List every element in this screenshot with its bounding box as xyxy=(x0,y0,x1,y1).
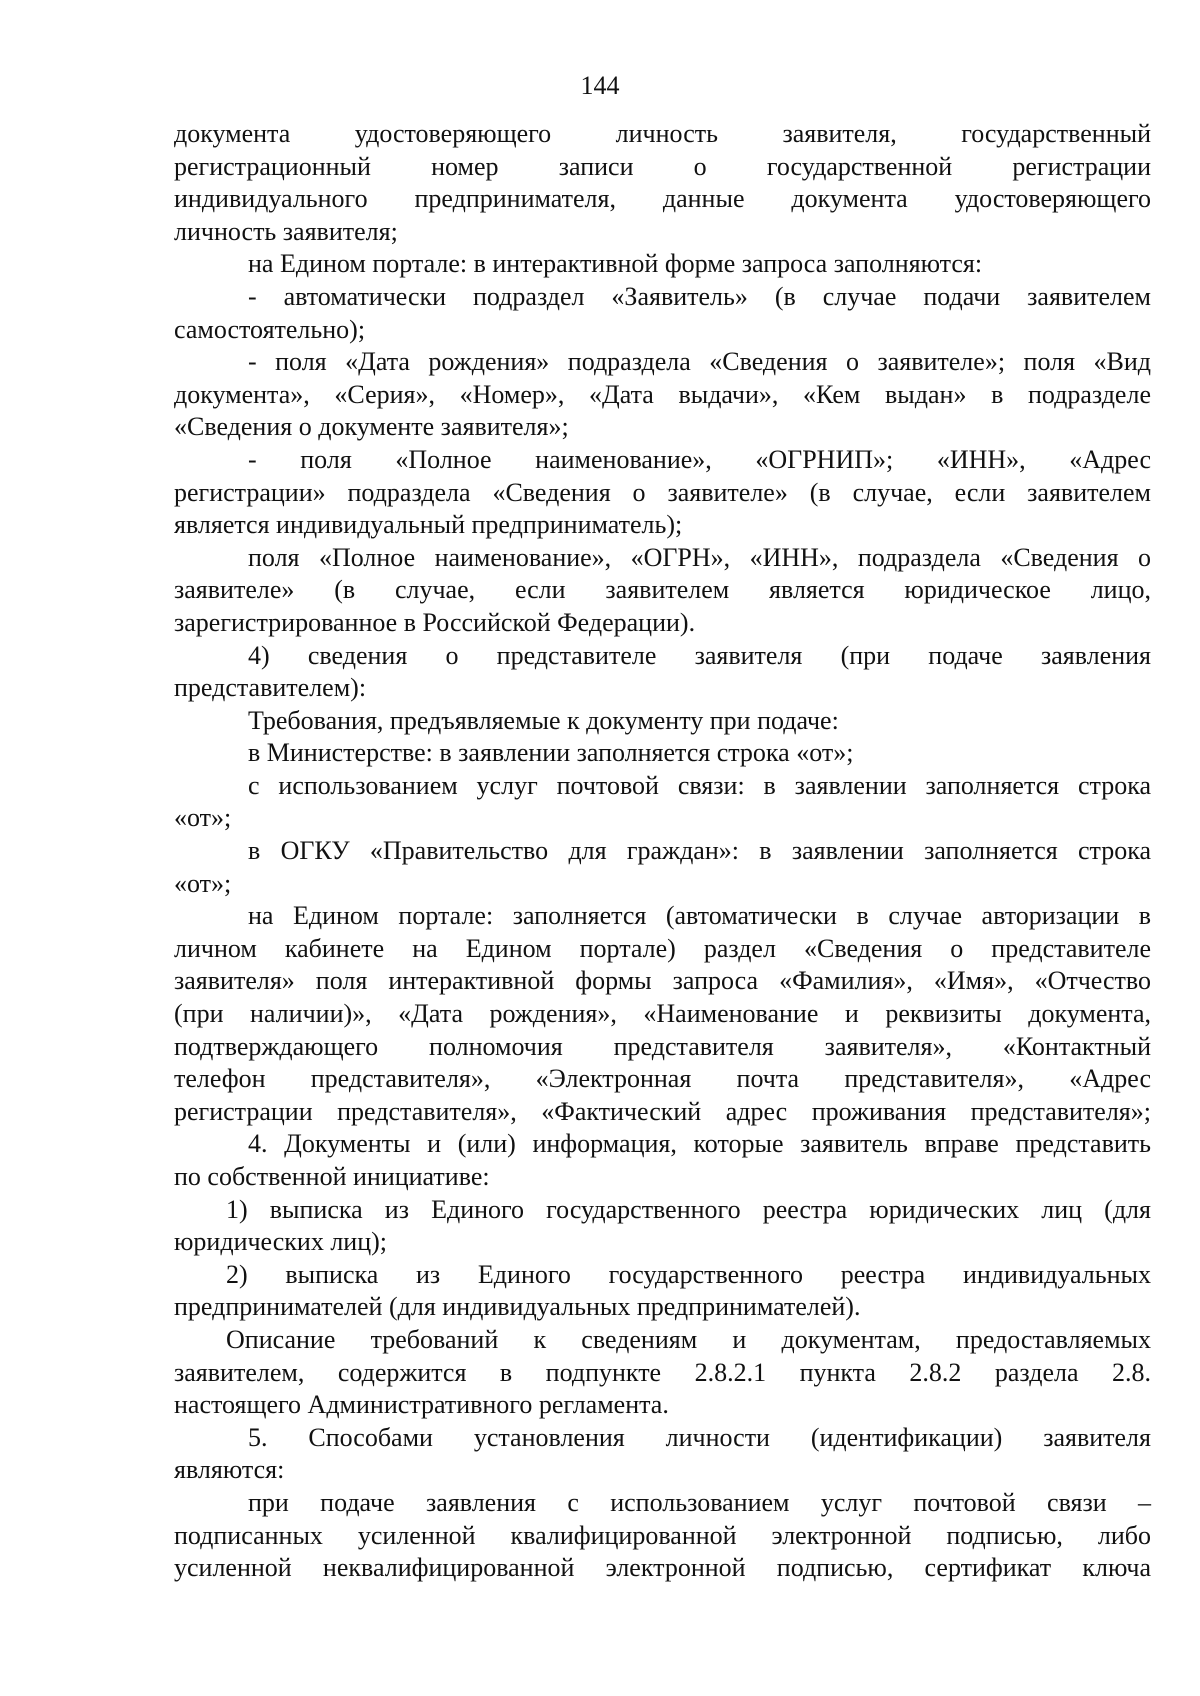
text-line: телефон представителя», «Электронная почта представителя», «Адрес xyxy=(174,1064,1151,1094)
text-line: «от»; xyxy=(174,868,232,898)
text-line: «от»; xyxy=(174,803,232,833)
text-line: поля «Полное наименование», «ОГРН», «ИНН», подраздела «Сведения о xyxy=(248,542,1151,572)
text-line: регистрации представителя», «Фактический адрес проживания представителя»; xyxy=(174,1096,1151,1126)
text-line: по собственной инициативе: xyxy=(174,1162,490,1191)
text-line: заявителя» поля интерактивной формы запроса «Фамилия», «Имя», «Отчество xyxy=(174,966,1151,996)
text-line: документа удостоверяющего личность заявителя, государственный xyxy=(174,119,1151,148)
text-line: документа», «Серия», «Номер», «Дата выдачи», «Кем выдан» в подразделе xyxy=(174,379,1151,409)
text-line: усиленной неквалифицированной электронной подписью, сертификат ключа xyxy=(174,1553,1151,1583)
text-line: подписанных усиленной квалифицированной электронной подписью, либо xyxy=(174,1520,1151,1550)
text-line: на Едином портале: в интерактивной форме запроса заполняются: xyxy=(248,249,983,279)
text-line: - автоматически подраздел «Заявитель» (в случае подачи заявителем xyxy=(248,281,1151,311)
text-line: юридических лиц); xyxy=(174,1227,388,1257)
text-line: зарегистрированное в Российской Федерации). xyxy=(174,607,696,637)
text-line: индивидуального предпринимателя, данные документа удостоверяющего xyxy=(174,184,1151,214)
text-line: 1) выписка из Единого государственного реестра юридических лиц (для xyxy=(226,1194,1151,1224)
text-line: в Министерстве: в заявлении заполняется строка «от»; xyxy=(248,738,854,768)
text-line: личном кабинете на Едином портале) раздел «Сведения о представителе xyxy=(174,933,1151,963)
text-line: 5. Способами установления личности (идентификации) заявителя xyxy=(248,1422,1151,1452)
text-line: самостоятельно); xyxy=(174,314,366,344)
text-line: в ОГКУ «Правительство для граждан»: в заявлении заполняется строка xyxy=(248,836,1151,866)
page-number: 144 xyxy=(580,71,620,100)
text-line: 2) выписка из Единого государственного реестра индивидуальных xyxy=(226,1259,1151,1289)
text-line: являются: xyxy=(174,1455,285,1485)
text-line: 4. Документы и (или) информация, которые заявитель вправе представить xyxy=(248,1129,1151,1159)
text-line: при подаче заявления с использованием услуг почтовой связи – xyxy=(248,1487,1151,1517)
text-line: представителем): xyxy=(174,673,367,703)
document-body xyxy=(174,118,1151,1585)
text-line: личность заявителя; xyxy=(174,216,398,246)
text-line: Описание требований к сведениям и документам, предоставляемых xyxy=(226,1324,1151,1354)
text-line: заявителем, содержится в подпункте 2.8.2.1 пункта 2.8.2 раздела 2.8. xyxy=(174,1357,1151,1387)
text-line: (при наличии)», «Дата рождения», «Наименование и реквизиты документа, xyxy=(174,999,1151,1029)
text-line: является индивидуальный предприниматель); xyxy=(174,510,683,540)
text-line: подтверждающего полномочия представителя заявителя», «Контактный xyxy=(174,1031,1151,1061)
text-line: на Едином портале: заполняется (автоматически в случае авторизации в xyxy=(248,901,1151,931)
text-line: «Сведения о документе заявителя»; xyxy=(174,412,569,442)
text-line: предпринимателей (для индивидуальных предпринимателей). xyxy=(174,1292,861,1322)
text-line: с использованием услуг почтовой связи: в заявлении заполняется строка xyxy=(248,770,1151,800)
text-line: заявителе» (в случае, если заявителем является юридическое лицо, xyxy=(174,575,1151,605)
text-line: настоящего Административного регламента. xyxy=(174,1390,669,1420)
text-line: регистрации» подраздела «Сведения о заявителе» (в случае, если заявителем xyxy=(174,477,1151,507)
text-line: Требования, предъявляемые к документу при подаче: xyxy=(248,705,839,735)
text-line: - поля «Полное наименование», «ОГРНИП»; «ИНН», «Адрес xyxy=(248,444,1151,474)
text-line: 4) сведения о представителе заявителя (при подаче заявления xyxy=(248,640,1151,670)
text-line: регистрационный номер записи о государственной регистрации xyxy=(174,151,1151,181)
text-line: - поля «Дата рождения» подраздела «Сведения о заявителе»; поля «Вид xyxy=(248,347,1151,377)
